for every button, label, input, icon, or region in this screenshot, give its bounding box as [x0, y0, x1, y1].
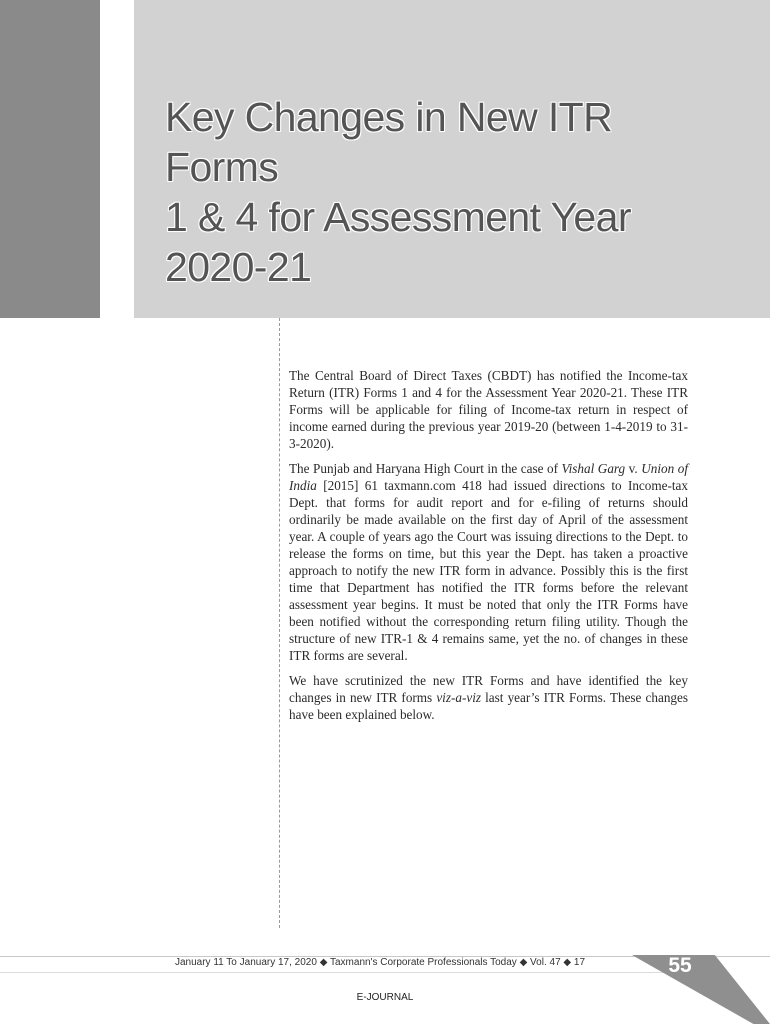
footer-issue-info: January 11 To January 17, 2020 ◆ Taxmann's Corporate Professionals Today ◆ Vol. 47 ◆ 17 — [174, 957, 586, 968]
side-accent-bar — [0, 0, 100, 318]
paragraph-3 — [289, 672, 688, 723]
title-line-2: 1 & 4 for Assessment Year — [165, 194, 631, 240]
title-line-1: Key Changes in New ITR Forms — [165, 94, 613, 190]
paragraph-3-italic: viz-a-viz — [436, 690, 482, 705]
paragraph-3-part-a: We have scrutinized the new ITR Forms and have identified the key changes in new ITR forms — [289, 673, 688, 705]
title-line-3: 2020-21 — [165, 244, 312, 290]
footer-rule-lower — [0, 972, 700, 973]
page-number: 55 — [668, 954, 692, 977]
case-party-1: Vishal Garg — [561, 461, 626, 476]
paragraph-2-part-c: [2015] 61 taxmann.com 418 had issued directions to Income-tax Dept. that forms for audit report and for e-filing of returns should ordinarily be made available on the first day of April of the assessment year. A couple of years ago the Court was issuing directions to the Dept. to release the forms on time, but this year the Dept. has taken a proactive approach to notify the new ITR form in advance. Possibly this is the first time that Department has notified the ITR forms before the relevant assessment year begins. It must be noted that only the ITR Forms have been notified without the corresponding return filing utility. Though the structure of new ITR-1 & 4 remains same, yet the no. of changes in these ITR forms are several. — [289, 478, 688, 663]
column-divider — [279, 318, 280, 928]
paragraph-2 — [289, 460, 688, 664]
article-title — [165, 92, 725, 292]
page-corner-shape — [632, 955, 770, 1024]
page-corner-tab — [632, 955, 770, 1024]
paragraph-1: The Central Board of Direct Taxes (CBDT) has notified the Income-tax Return (ITR) Forms 1 and 4 for the Assessment Year 2020-21. These ITR Forms will be applicable for filing of Income-tax return in respect of income earned during the previous year 2019-20 (between 1-4-2019 to 31-3-2020). — [289, 368, 688, 451]
paragraph-3-part-b: last year’s ITR Forms. These changes have been explained below. — [289, 690, 689, 722]
paragraph-2-part-a: The Punjab and Haryana High Court in the case of — [289, 461, 562, 476]
ejournal-label: E-JOURNAL — [356, 992, 414, 1003]
article-body — [289, 367, 688, 731]
paragraph-2-part-b: v. — [625, 461, 642, 476]
case-party-2: Union of India — [289, 461, 688, 493]
